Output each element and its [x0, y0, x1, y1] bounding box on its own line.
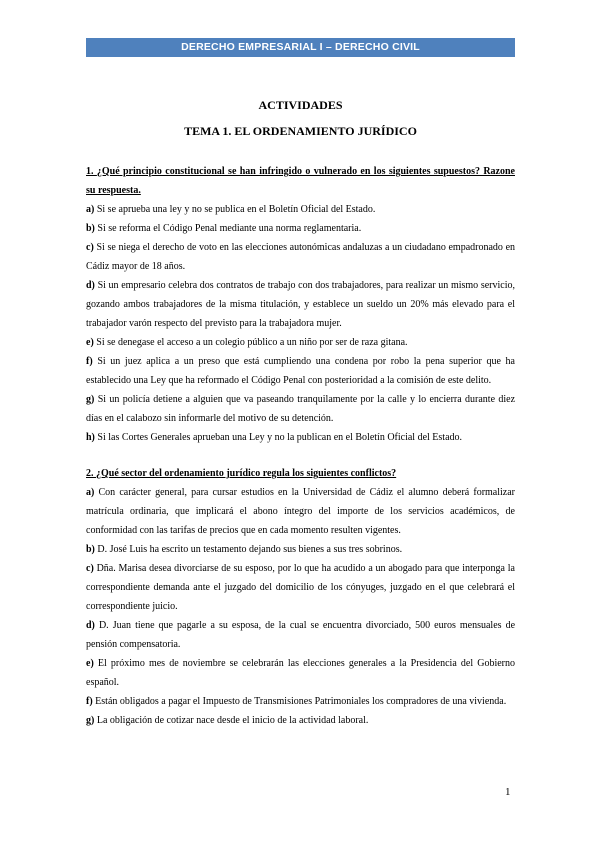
item-text: La obligación de cotizar nace desde el inicio de la actividad laboral. — [96, 715, 369, 726]
question-text: ¿Qué sector del ordenamiento jurídico regula los siguientes conflictos? — [96, 468, 397, 479]
item-label: g) — [86, 715, 95, 726]
list-item — [86, 276, 515, 333]
item-text: Si se reforma el Código Penal mediante una norma reglamentaria. — [97, 223, 362, 234]
header-title: DERECHO EMPRESARIAL I – DERECHO CIVIL — [181, 41, 420, 53]
item-text: Con carácter general, para cursar estudios en la Universidad de Cádiz el alumno deberá formalizar matrícula ordinaria, que implicará el abono íntegro del importe de los servicios académicos, de conformidad con las tarifas de precios que en cada momento resulten vigentes. — [86, 487, 516, 536]
item-label: d) — [86, 280, 95, 291]
item-label: d) — [86, 620, 95, 631]
item-label: h) — [86, 432, 95, 443]
document-body — [86, 162, 515, 730]
item-text: Si un policía detiene a alguien que va paseando tranquilamente por la calle y lo encierra durante diez días en el calabozo sin informarle del motivo de su detención. — [86, 394, 516, 424]
item-label: c) — [86, 563, 94, 574]
item-text: D. José Luis ha escrito un testamento dejando sus bienes a sus tres sobrinos. — [97, 544, 403, 555]
item-text: Dña. Marisa desea divorciarse de su esposo, por lo que ha acudido a un abogado para que interponga la correspondiente demanda ante el juzgado del domicilio de los cónyuges, juzgado en el que celebrará el correspondiente juicio. — [86, 563, 515, 612]
item-label: g) — [86, 394, 95, 405]
item-label: e) — [86, 337, 94, 348]
document-header-bar — [86, 38, 515, 57]
list-item — [86, 352, 515, 390]
list-item — [86, 711, 515, 730]
item-label: f) — [86, 356, 93, 367]
list-item — [86, 692, 515, 711]
item-label: f) — [86, 696, 93, 707]
list-item — [86, 654, 515, 692]
question-1 — [86, 162, 515, 200]
item-text: Si un juez aplica a un preso que está cumpliendo una condena por robo la pena superior que ha establecido una Ley que ha reformado el Código Penal con posterioridad a la comisión de este delito. — [86, 356, 515, 386]
item-text: D. Juan tiene que pagarle a su esposa, de la cual se encuentra divorciado, 500 euros mensuales de pensión compensatoria. — [86, 620, 516, 650]
item-label: b) — [86, 544, 95, 555]
list-item — [86, 219, 515, 238]
item-text: El próximo mes de noviembre se celebrarán las elecciones generales a la Presidencia del Gobierno español. — [86, 658, 515, 688]
list-item — [86, 238, 515, 276]
list-item — [86, 540, 515, 559]
item-text: Si se denegase el acceso a un colegio público a un niño por ser de raza gitana. — [96, 337, 408, 348]
list-item — [86, 616, 515, 654]
item-text: Si se niega el derecho de voto en las elecciones autonómicas andaluzas a un ciudadano empadronado en Cádiz mayor de 18 años. — [86, 242, 516, 272]
item-text: Están obligados a pagar el Impuesto de Transmisiones Patrimoniales los compradores de una vivienda. — [95, 696, 507, 707]
item-label: a) — [86, 204, 95, 215]
question-number: 1. — [86, 166, 94, 177]
item-label: c) — [86, 242, 94, 253]
list-item — [86, 333, 515, 352]
list-item — [86, 483, 515, 540]
item-label: a) — [86, 487, 95, 498]
question-number: 2. — [86, 468, 94, 479]
item-text: Si se aprueba una ley y no se publica en el Boletín Oficial del Estado. — [96, 204, 376, 215]
question-2 — [86, 464, 515, 483]
item-label: e) — [86, 658, 94, 669]
page-subheading: TEMA 1. EL ORDENAMIENTO JURÍDICO — [184, 124, 417, 138]
list-item — [86, 428, 515, 447]
item-text: Si las Cortes Generales aprueban una Ley y no la publican en el Boletín Oficial del Estado. — [97, 432, 463, 443]
page-heading: ACTIVIDADES — [258, 98, 343, 112]
section-spacer — [86, 447, 515, 464]
list-item — [86, 390, 515, 428]
list-item — [86, 559, 515, 616]
item-label: b) — [86, 223, 95, 234]
question-text: ¿Qué principio constitucional se han infringido o vulnerado en los siguientes supuestos? Razone su respuesta. — [86, 166, 515, 196]
list-item — [86, 200, 515, 219]
item-text: Si un empresario celebra dos contratos de trabajo con dos trabajadores, para realizar un mismo servicio, gozando ambos trabajadores de la misma titulación, y establece un sueldo un 20% más elevado para el trabajador varón respecto del previsto para la trabajadora mujer. — [86, 280, 515, 329]
page-number: 1 — [505, 786, 511, 798]
